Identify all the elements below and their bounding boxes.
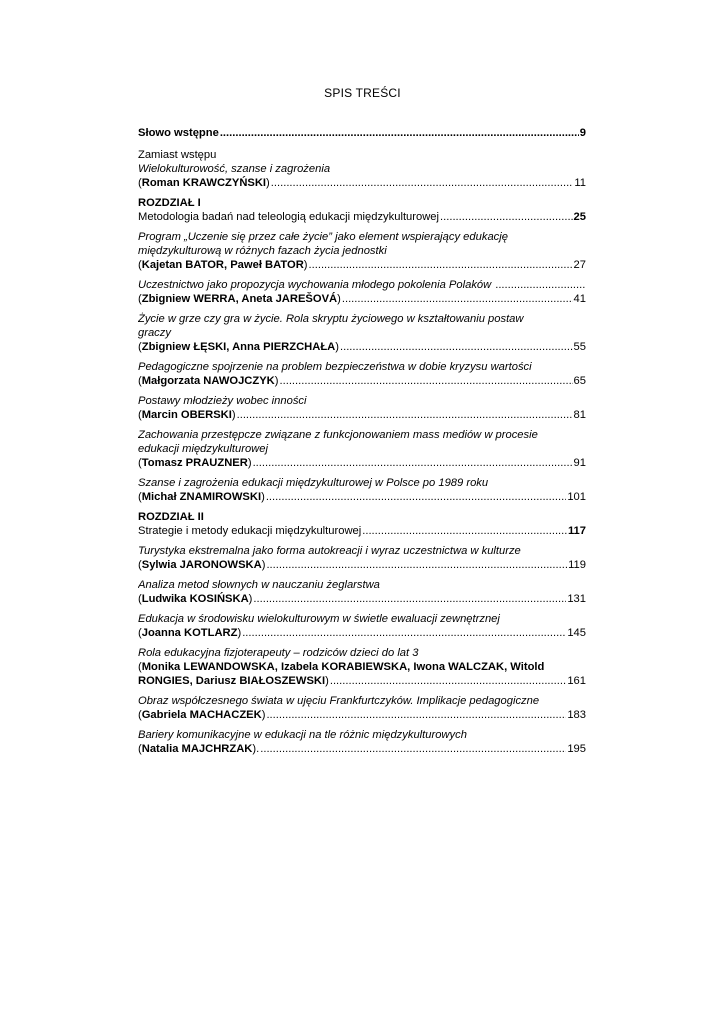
table-of-contents [138, 126, 586, 762]
toc-entry[interactable]: Program „Uczenie się przez całe życie” jako element wspierający edukację międzykulturową w różnych fazach życia jednostki (Kajetan BATOR, Paweł BATOR) ..... 27 [138, 230, 586, 272]
entry-title: Wielokulturowość, szanse i zagrożenia [138, 163, 331, 175]
dot-leader [266, 490, 567, 504]
page-number: 25 [573, 211, 586, 223]
entry-title: Pedagogiczne spojrzenie na problem bezpieczeństwa w dobie kryzysu wartości [138, 361, 532, 373]
entry-authors: Kajetan BATOR, Paweł BATOR [141, 259, 304, 271]
entry-title-continued: graczy [138, 327, 171, 339]
toc-entry[interactable]: Szanse i zagrożenia edukacji międzykulturowej w Polsce po 1989 roku (Michał ZNAMIROWSKI) ..... 101 [138, 476, 586, 504]
dot-leader [495, 278, 585, 292]
dot-leader [260, 742, 566, 756]
page-number: 55 [573, 341, 586, 353]
toc-entry[interactable]: Analiza metod słownych w nauczaniu żeglarstwa (Ludwika KOSIŃSKA) ..... 131 [138, 578, 586, 606]
dot-leader [253, 592, 566, 606]
page-title: SPIS TREŚCI [324, 86, 401, 100]
page-number: 65 [573, 375, 586, 387]
entry-authors: Monika LEWANDOWSKA, Izabela KORABIEWSKA, Iwona WALCZAK, Witold [141, 661, 545, 673]
dot-leader [330, 674, 566, 688]
entry-authors: Sylwia JARONOWSKA [141, 559, 262, 571]
page-number: 119 [568, 559, 586, 571]
page-number: 161 [567, 675, 586, 687]
entry-title: Rola edukacyjna fizjoterapeuty – rodziców dzieci do lat 3 [138, 647, 419, 659]
entry-title: Bariery komunikacyjne w edukacji na tle różnic międzykulturowych [138, 729, 467, 741]
chapter-title: Metodologia badań nad teleologią edukacji międzykulturowej [138, 211, 440, 223]
toc-chapter-2[interactable] [138, 510, 586, 538]
page-number: 101 [567, 491, 586, 503]
dot-leader [309, 258, 573, 272]
toc-entry[interactable]: Uczestnictwo jako propozycja wychowania młodego pokolenia Polaków ..... (Zbigniew WERRA, Aneta JAREŠOVÁ) ..... 41 [138, 278, 586, 306]
entry-title: Turystyka ekstremalna jako forma autokreacji i wyraz uczestnictwa w kulturze [138, 545, 521, 557]
page-number: 41 [573, 293, 586, 305]
entry-title: Szanse i zagrożenia edukacji międzykulturowej w Polsce po 1989 roku [138, 477, 489, 489]
entry-authors: Natalia MAJCHRZAK [141, 743, 253, 755]
dot-leader [266, 708, 566, 722]
dot-leader [237, 408, 573, 422]
dot-leader [280, 374, 573, 388]
page-number: 183 [567, 709, 586, 721]
entry-title: Słowo wstępne [138, 127, 219, 139]
entry-label: Zamiast wstępu [138, 149, 217, 161]
entry-title-continued: międzykulturową w różnych fazach życia jednostki [138, 245, 387, 257]
entry-title: Zachowania przestępcze związane z funkcjonowaniem mass mediów w procesie [138, 429, 538, 441]
toc-entry[interactable]: Edukacja w środowisku wielokulturowym w świetle ewaluacji zewnętrznej (Joanna KOTLARZ) ..... 145 [138, 612, 586, 640]
page-number: 11 [574, 177, 586, 189]
entry-title: Edukacja w środowisku wielokulturowym w świetle ewaluacji zewnętrznej [138, 613, 500, 625]
entry-authors: Zbigniew ŁĘSKI, Anna PIERZCHAŁA [141, 341, 336, 353]
dot-leader [242, 626, 566, 640]
toc-entry[interactable]: Zachowania przestępcze związane z funkcjonowaniem mass mediów w procesie edukacji międzykulturowej (Tomasz PRAUZNER) ..... 91 [138, 428, 586, 470]
entry-title: Postawy młodzieży wobec inności [138, 395, 307, 407]
dot-leader [340, 340, 573, 354]
entry-authors: Małgorzata NAWOJCZYK [141, 375, 275, 387]
toc-entry[interactable]: Życie w grze czy gra w życie. Rola skryptu życiowego w kształtowaniu postaw graczy (Zbigniew ŁĘSKI, Anna PIERZCHAŁA) ..... 55 [138, 312, 586, 354]
page-number: 117 [567, 525, 586, 537]
page-number: 195 [567, 743, 586, 755]
entry-title: Obraz współczesnego świata w ujęciu Frankfurtczyków. Implikacje pedagogiczne [138, 695, 540, 707]
entry-title: Analiza metod słownych w nauczaniu żeglarstwa [138, 579, 380, 591]
page-number: 27 [573, 259, 586, 271]
chapter-heading: ROZDZIAŁ II [138, 511, 204, 523]
dot-leader [271, 176, 574, 190]
chapter-heading: ROZDZIAŁ I [138, 197, 201, 209]
entry-authors-continued: RONGIES, Dariusz BIAŁOSZEWSKI [138, 675, 326, 687]
entry-authors: Joanna KOTLARZ [141, 627, 238, 639]
entry-authors: Zbigniew WERRA, Aneta JAREŠOVÁ [141, 293, 338, 305]
page-number: 145 [567, 627, 586, 639]
entry-authors: Tomasz PRAUZNER [141, 457, 248, 469]
entry-authors: Michał ZNAMIROWSKI [141, 491, 262, 503]
entry-authors: Gabriela MACHACZEK [141, 709, 262, 721]
dot-leader [266, 558, 567, 572]
authors-suffix: ). [252, 743, 260, 755]
toc-entry[interactable]: Postawy młodzieży wobec inności (Marcin OBERSKI) ..... 81 [138, 394, 586, 422]
toc-chapter-1[interactable] [138, 196, 586, 224]
toc-entry[interactable]: Zamiast wstępu Wielokulturowość, szanse i zagrożenia (Roman KRAWCZYŃSKI) ..... 11 [138, 148, 586, 190]
page-number: 9 [579, 127, 586, 139]
toc-entry[interactable]: Rola edukacyjna fizjoterapeuty – rodziców dzieci do lat 3 (Monika LEWANDOWSKA, Izabela KORABIEWSKA, Iwona WALCZAK, Witold RONGIES, Dariusz BIAŁOSZEWSKI) ..... 161 [138, 646, 586, 688]
entry-title: Życie w grze czy gra w życie. Rola skryptu życiowego w kształtowaniu postaw [138, 313, 524, 325]
page-number: 81 [573, 409, 586, 421]
dot-leader [440, 210, 573, 224]
entry-authors: Roman KRAWCZYŃSKI [141, 177, 267, 189]
page-number: 91 [573, 457, 586, 469]
entry-authors: Ludwika KOSIŃSKA [141, 593, 249, 605]
page-number: 131 [567, 593, 586, 605]
entry-authors: Marcin OBERSKI [141, 409, 232, 421]
toc-entry[interactable]: Obraz współczesnego świata w ujęciu Frankfurtczyków. Implikacje pedagogiczne (Gabriela MACHACZEK) ..... 183 [138, 694, 586, 722]
dot-leader [253, 456, 573, 470]
entry-title-continued: edukacji międzykulturowej [138, 443, 268, 455]
entry-title: Program „Uczenie się przez całe życie” jako element wspierający edukację [138, 231, 508, 243]
entry-title: Uczestnictwo jako propozycja wychowania młodego pokolenia Polaków [138, 279, 492, 291]
toc-entry[interactable]: Bariery komunikacyjne w edukacji na tle różnic międzykulturowych (Natalia MAJCHRZAK). ..... 195 [138, 728, 586, 756]
dot-leader [362, 524, 567, 538]
toc-entry[interactable]: Pedagogiczne spojrzenie na problem bezpieczeństwa w dobie kryzysu wartości (Małgorzata NAWOJCZYK) ..... 65 [138, 360, 586, 388]
chapter-title: Strategie i metody edukacji międzykulturowej [138, 525, 362, 537]
dot-leader [220, 126, 579, 140]
toc-entry-preface[interactable] [138, 126, 586, 140]
toc-entry[interactable]: Turystyka ekstremalna jako forma autokreacji i wyraz uczestnictwa w kulturze (Sylwia JARONOWSKA) ..... 119 [138, 544, 586, 572]
dot-leader [342, 292, 573, 306]
